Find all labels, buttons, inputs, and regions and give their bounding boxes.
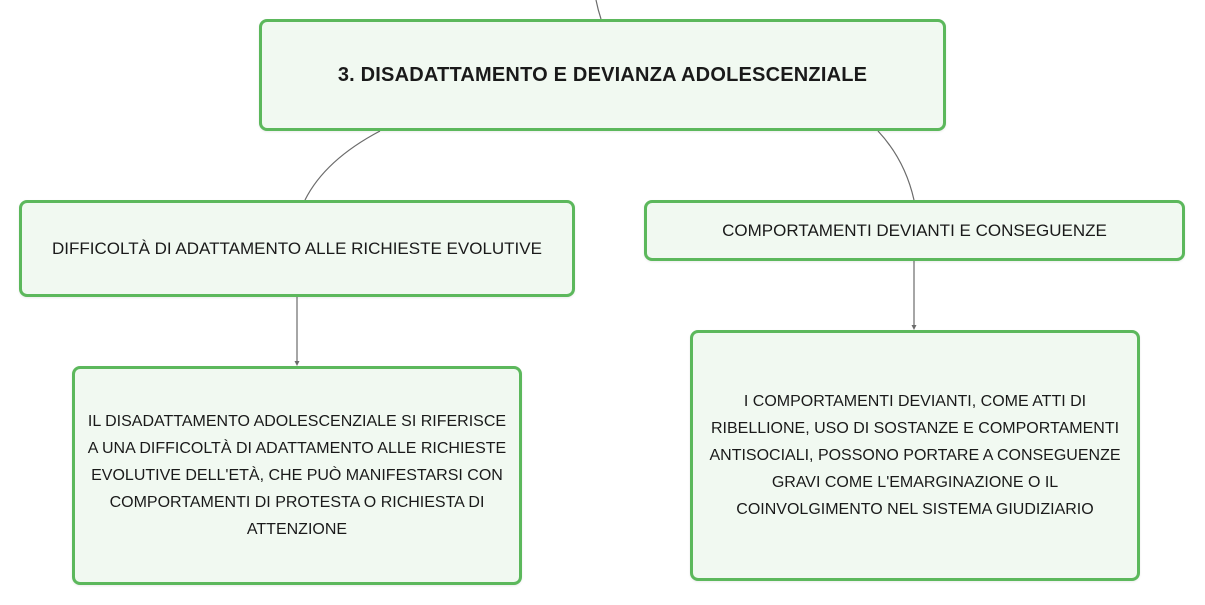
central-topic-label: 3. DISADATTAMENTO E DEVIANZA ADOLESCENZIALE	[337, 63, 868, 86]
detail-text: IL DISADATTAMENTO ADOLESCENZIALE SI RIFERISCE A UNA DIFFICOLTÀ DI ADATTAMENTO ALLE RICHIESTE EVOLUTIVE DELL'ETÀ, CHE PUÒ MANIFESTARSI CON COMPORTAMENTI DI PROTESTA O RICHIESTA DI ATTENZIONE	[87, 413, 507, 538]
branch-label: COMPORTAMENTI DEVIANTI E CONSEGUENZE	[722, 220, 1107, 240]
detail-node-adaptation-difficulty[interactable]	[72, 366, 522, 585]
branch-label: DIFFICOLTÀ DI ADATTAMENTO ALLE RICHIESTE EVOLUTIVE	[52, 238, 542, 258]
branch-node-deviant-behaviors[interactable]	[644, 200, 1185, 261]
connector-title-to-left-branch	[305, 131, 380, 200]
detail-node-deviant-behaviors[interactable]	[690, 330, 1140, 581]
central-topic-node[interactable]	[259, 19, 946, 131]
branch-node-adaptation-difficulty[interactable]	[19, 200, 575, 297]
connector-parent-to-title	[596, 0, 601, 19]
connector-title-to-right-branch	[878, 131, 914, 200]
detail-text: I COMPORTAMENTI DEVIANTI, COME ATTI DI RIBELLIONE, USO DI SOSTANZE E COMPORTAMENTI ANTISOCIALI, POSSONO PORTARE A CONSEGUENZE GRAVI COME L'EMARGINAZIONE O IL COINVOLGIMENTO NEL SISTEMA GIUDIZIARIO	[709, 393, 1121, 518]
